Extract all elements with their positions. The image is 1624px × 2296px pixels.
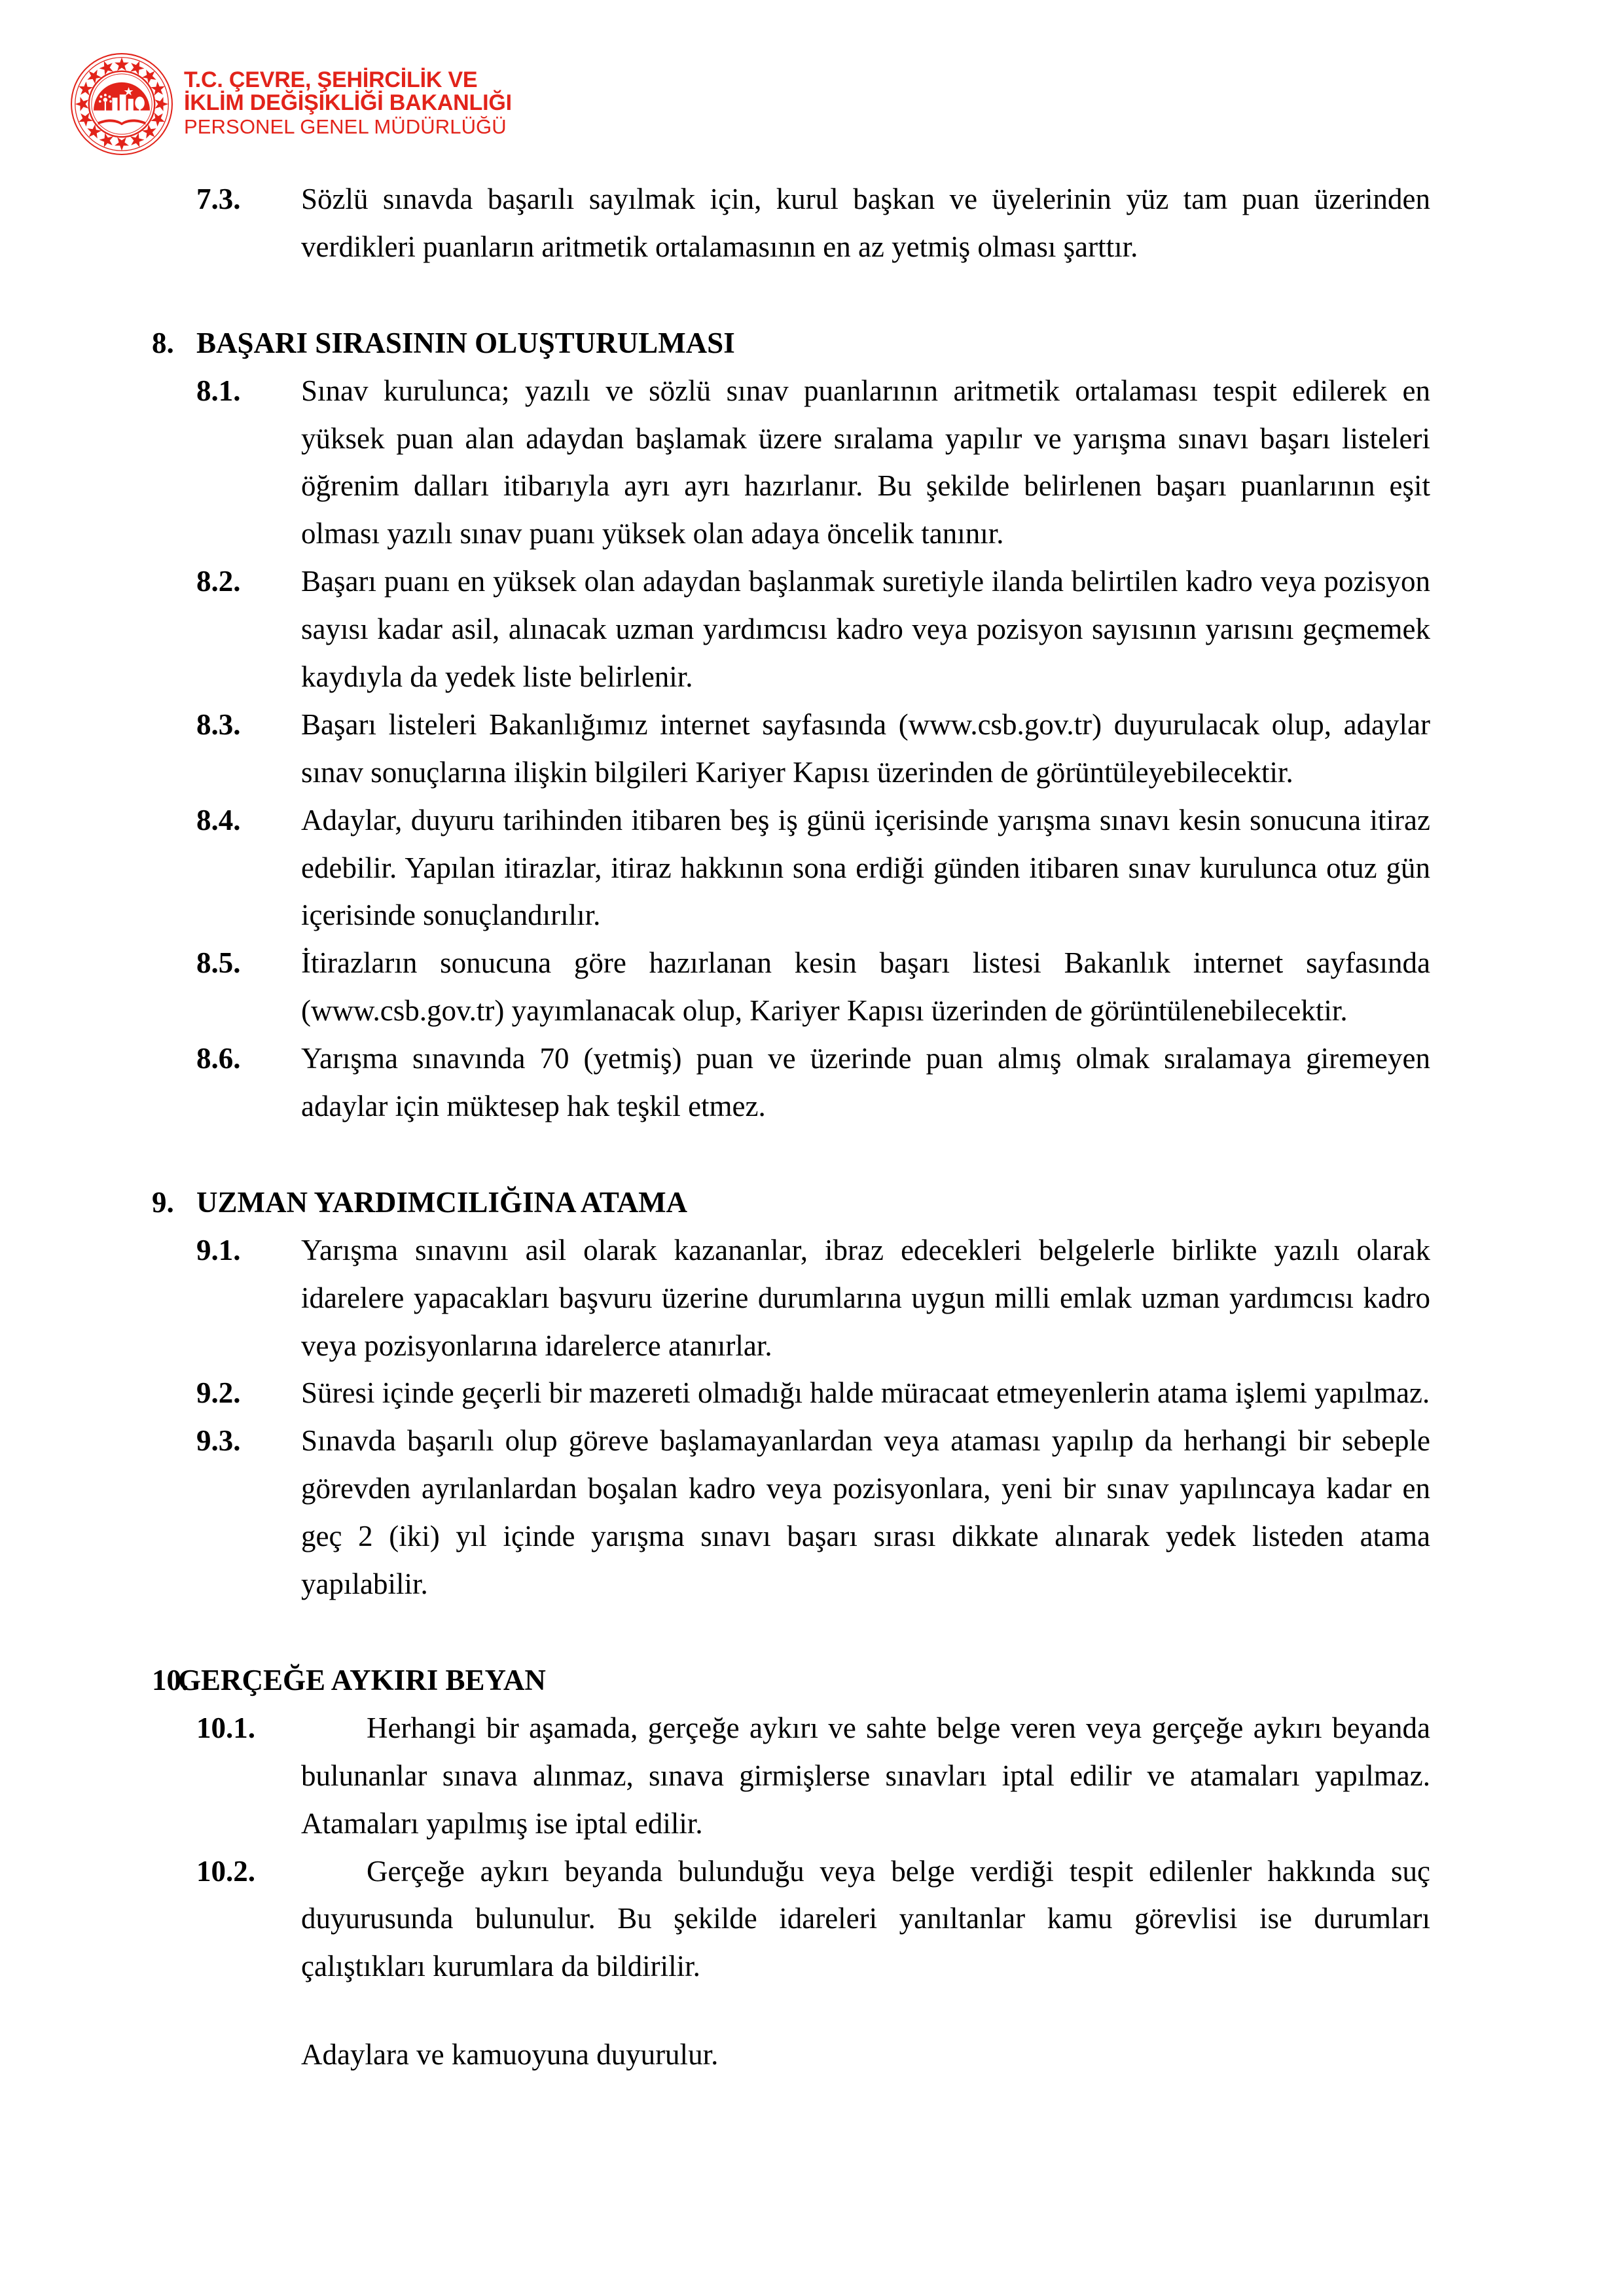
clause-10-1	[0, 1704, 1624, 1848]
clause-text: Sınav kurulunca; yazılı ve sözlü sınav puanlarının aritmetik ortalaması tespit edilerek en yüksek puan alan adaydan başlamak üzere sıralama yapılır ve yarışma sınavı başarı listeleri öğrenim dalları itibarıyla ayrı ayrı hazırlanır. Bu şekilde belirlenen başarı puanlarının eşit olması yazılı sınav puanı yüksek olan adaya öncelik tanınır.	[301, 374, 1430, 550]
clause-text: Süresi içinde geçerli bir mazereti olmadığı halde müracaat etmeyenlerin atama işlemi yapılmaz.	[301, 1376, 1430, 1410]
ministry-seal-emblem	[69, 51, 175, 157]
section-heading-10	[0, 1657, 1624, 1704]
clause-number: 9.2.	[196, 1376, 241, 1410]
clause-9-3	[0, 1417, 1624, 1608]
clause-8-5	[0, 939, 1624, 1035]
clause-number: 8.4.	[196, 803, 241, 836]
clause-number: 8.5.	[196, 946, 241, 980]
spacer	[0, 1130, 1624, 1179]
spacer	[0, 1990, 1624, 2031]
clause-text: Yarışma sınavında 70 (yetmiş) puan ve üzerinde puan almış olmak sıralamaya giremeyen adaylar için müktesep hak teşkil etmez.	[301, 1042, 1430, 1123]
clause-8-1	[0, 367, 1624, 558]
clause-text: Yarışma sınavını asil olarak kazananlar, ibraz edecekleri belgelerle birlikte yazılı olarak idarelere yapacakları başvuru üzerine durumlarına uygun milli emlak uzman yardımcısı kadro veya pozisyonlarına idarelerce atanırlar.	[301, 1233, 1430, 1362]
document-content	[0, 175, 1624, 2079]
ministry-name-line-1: T.C. ÇEVRE, ŞEHİRCİLİK VE	[184, 67, 478, 92]
clause-number: 10.2.	[196, 1854, 255, 1888]
clause-text: Herhangi bir aşamada, gerçeğe aykırı ve sahte belge veren veya gerçeğe aykırı beyanda bulunanlar sınava alınmaz, sınava girmişlerse sınavları iptal edilir ve atamaları yapılmaz. Atamaları yapılmış ise iptal edilir.	[301, 1711, 1430, 1840]
clause-number: 8.6.	[196, 1042, 241, 1075]
clause-text: Başarı listeleri Bakanlığımız internet sayfasında (www.csb.gov.tr) duyurulacak olup, adaylar sınav sonuçlarına ilişkin bilgileri Kariyer Kapısı üzerinden de görüntüleyebilecektir.	[301, 708, 1430, 789]
clause-number: 8.1.	[196, 374, 241, 407]
clause-text: Başarı puanı en yüksek olan adaydan başlanmak suretiyle ilanda belirtilen kadro veya pozisyon sayısı kadar asil, alınacak uzman yardımcısı kadro veya pozisyon sayısının yarısını geçmemek kaydıyla da yedek liste belirlenir.	[301, 565, 1430, 694]
clause-7-3	[0, 175, 1624, 271]
letterhead	[69, 51, 512, 157]
clause-8-6	[0, 1035, 1624, 1130]
ministry-name-line-2: İKLİM DEĞİŞİKLİĞİ BAKANLIĞI	[184, 90, 512, 115]
section-title: UZMAN YARDIMCILIĞINA ATAMA	[196, 1185, 688, 1219]
clause-10-2	[0, 1848, 1624, 1991]
clause-8-2	[0, 558, 1624, 701]
clause-number: 8.2.	[196, 565, 241, 598]
clause-text: Gerçeğe aykırı beyanda bulunduğu veya belge verdiği tespit edilenler hakkında suç duyurusunda bulunulur. Bu şekilde idareleri yanıltanlar kamu görevlisi ise durumları çalıştıkları kurumlara da bildirilir.	[301, 1854, 1430, 1983]
clause-number: 7.3.	[196, 183, 241, 215]
section-title: GERÇEĞE AYKIRI BEYAN	[178, 1663, 546, 1696]
section-heading-9	[0, 1179, 1624, 1227]
spacer	[0, 1608, 1624, 1657]
clause-text: Sınavda başarılı olup göreve başlamayanlardan veya ataması yapılıp da herhangi bir sebeple görevden ayrılanlardan boşalan kadro veya pozisyonlara, yeni bir sınav yapılıncaya kadar en geç 2 (iki) yıl içinde yarışma sınavı başarı sırası dikkate alınarak yedek listeden atama yapılabilir.	[301, 1424, 1430, 1601]
clause-text: Adaylar, duyuru tarihinden itibaren beş iş günü içerisinde yarışma sınavı kesin sonucuna itiraz edebilir. Yapılan itirazlar, itiraz hakkının sona erdiği günden itibaren sınav kurulunca otuz gün içerisinde sonuçlandırılır.	[301, 803, 1430, 932]
clause-text: Sözlü sınavda başarılı sayılmak için, kurul başkan ve üyelerinin yüz tam puan üzerinden verdikleri puanların aritmetik ortalamasının en az yetmiş olması şarttır.	[301, 183, 1430, 263]
clause-text: İtirazların sonucuna göre hazırlanan kesin başarı listesi Bakanlık internet sayfasında (www.csb.gov.tr) yayımlanacak olup, Kariyer Kapısı üzerinden de görüntülenebilecektir.	[301, 946, 1430, 1028]
clause-number: 10.1.	[196, 1711, 255, 1744]
letterhead-text	[184, 69, 512, 140]
section-number: 8.	[152, 326, 174, 359]
section-title: BAŞARI SIRASININ OLUŞTURULMASI	[196, 326, 735, 359]
department-name: PERSONEL GENEL MÜDÜRLÜĞÜ	[184, 115, 507, 138]
section-heading-8	[0, 319, 1624, 367]
closing-statement: Adaylara ve kamuoyuna duyurulur.	[301, 2038, 719, 2072]
clause-9-1	[0, 1227, 1624, 1370]
clause-8-3	[0, 701, 1624, 797]
clause-9-2	[0, 1369, 1624, 1417]
section-number: 10.	[152, 1663, 189, 1696]
clause-number: 8.3.	[196, 708, 241, 741]
clause-number: 9.3.	[196, 1424, 241, 1458]
spacer	[0, 271, 1624, 319]
clause-8-4	[0, 797, 1624, 940]
clause-number: 9.1.	[196, 1233, 241, 1266]
section-number: 9.	[152, 1185, 174, 1219]
